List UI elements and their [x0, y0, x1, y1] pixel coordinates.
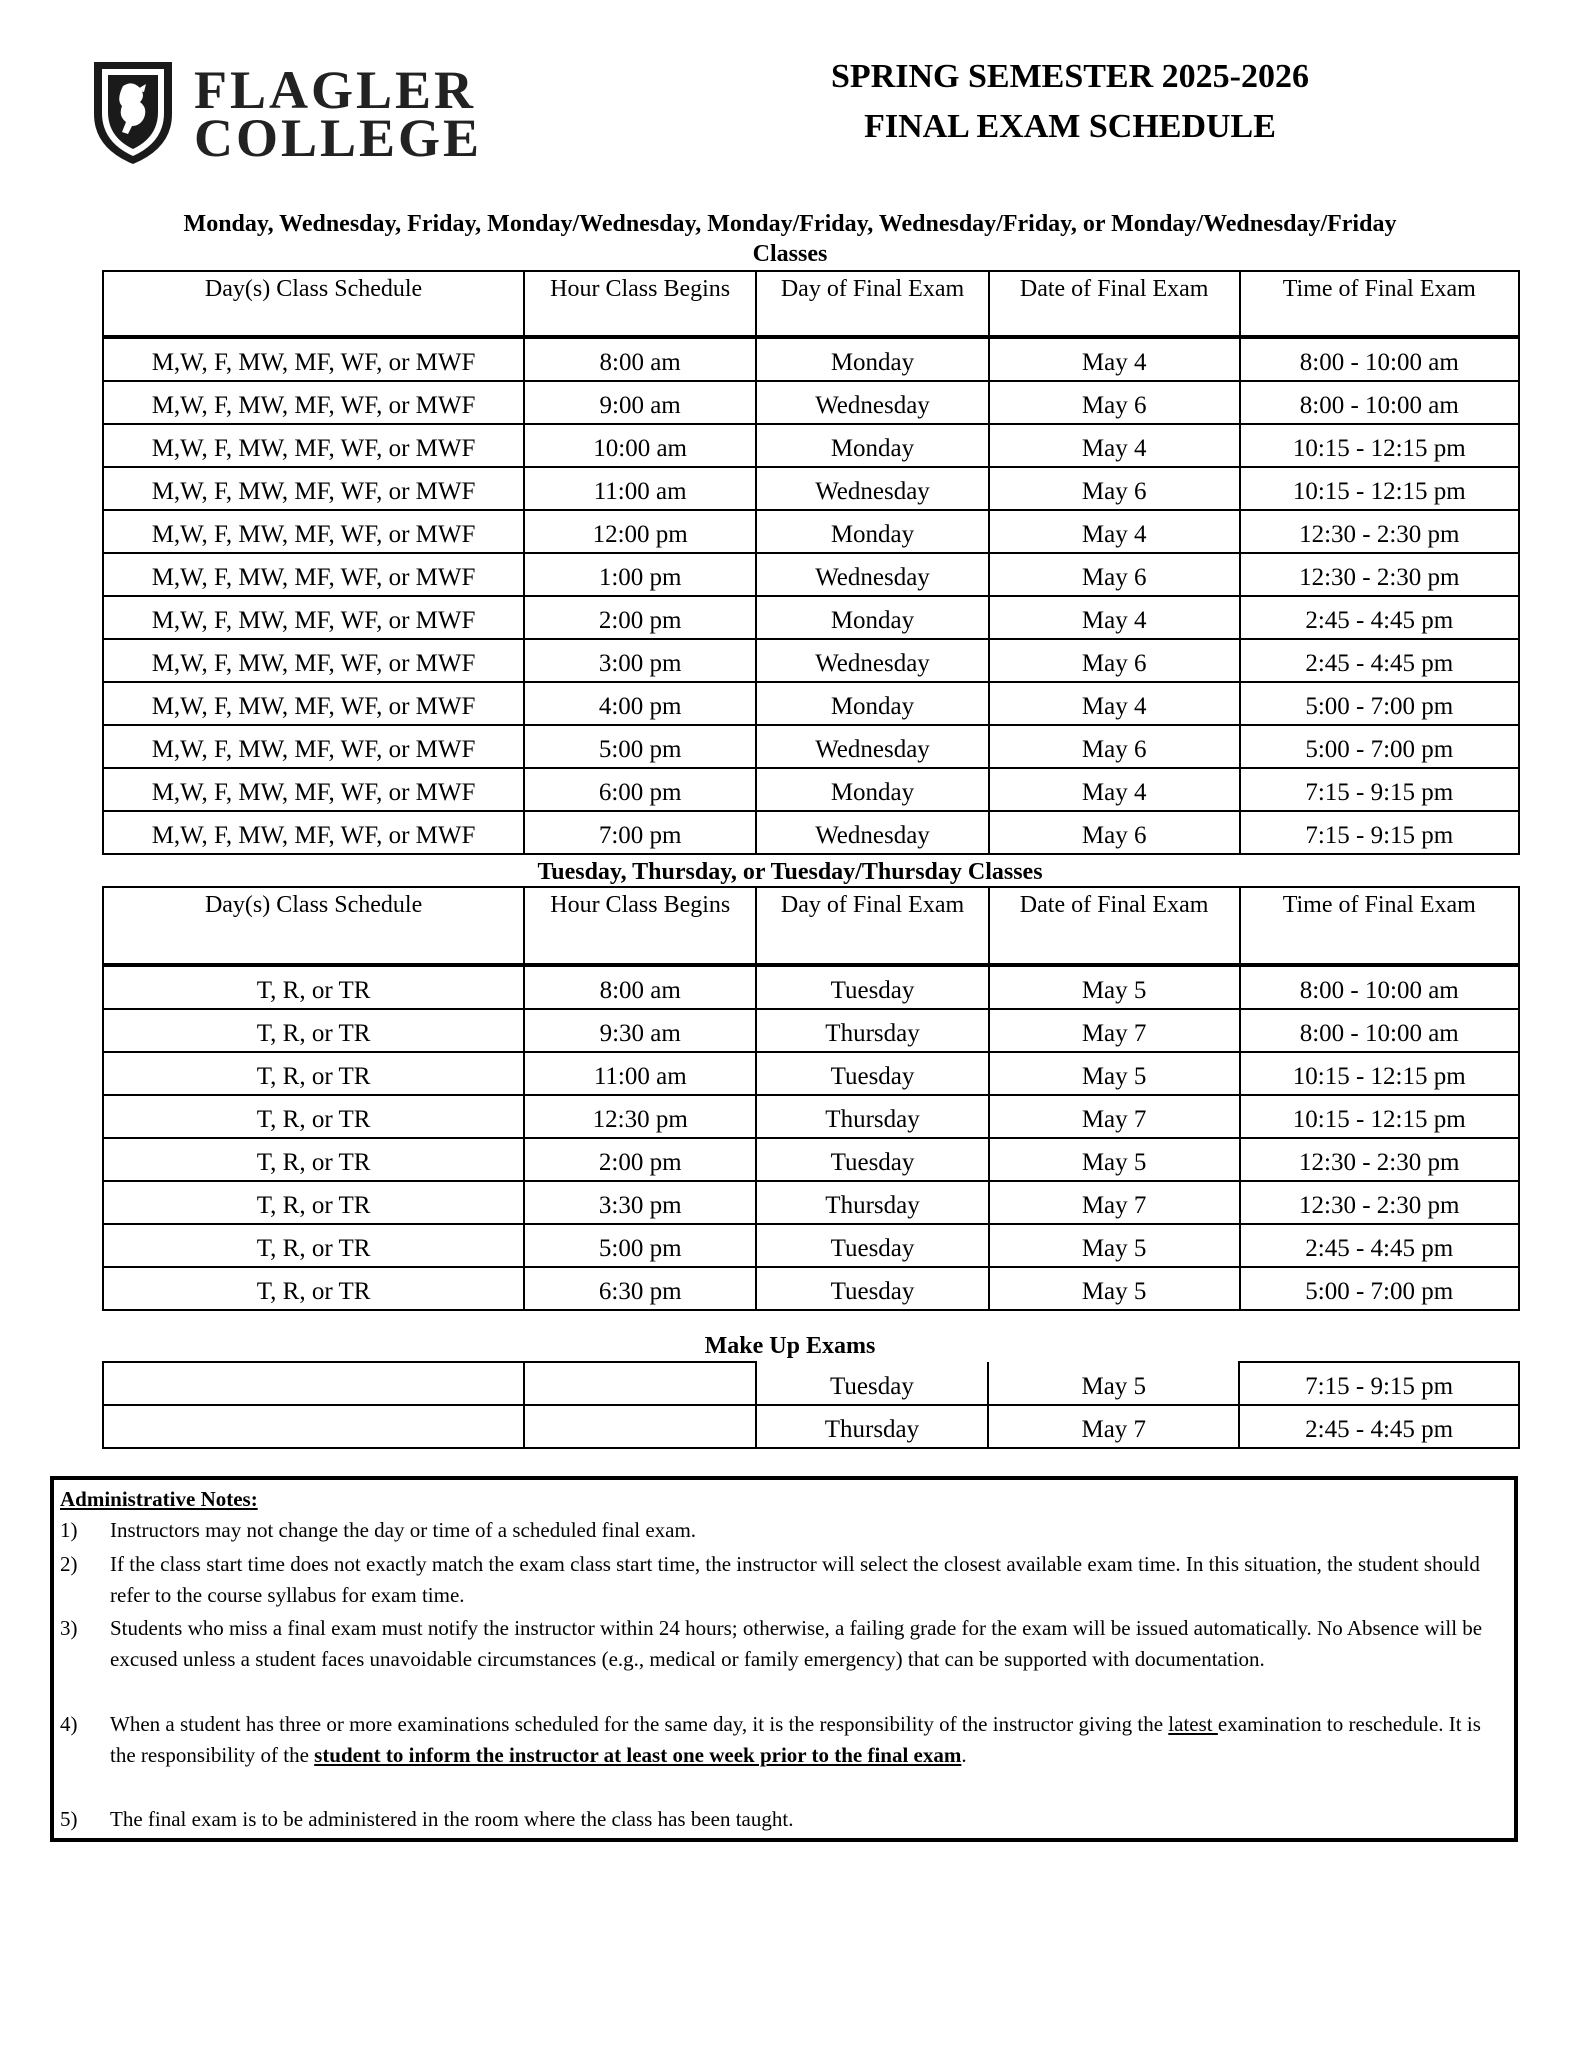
cell-hour: 1:00 pm	[524, 553, 756, 596]
table-row	[103, 337, 1519, 381]
cell-hour: 11:00 am	[524, 467, 756, 510]
cell-hour: 8:00 am	[524, 965, 756, 1009]
cell-hour: 5:00 pm	[524, 725, 756, 768]
cell-hour	[524, 1405, 756, 1448]
col-header: Day(s) Class Schedule	[103, 887, 524, 965]
note-number: 5)	[60, 1807, 78, 1831]
col-header: Date of Final Exam	[989, 887, 1240, 965]
cell-day: M,W, F, MW, MF, WF, or MWF	[103, 553, 524, 596]
cell-exam-time: 7:15 - 9:15 pm	[1239, 1362, 1519, 1405]
tr-section-heading: Tuesday, Thursday, or Tuesday/Thursday Classes	[537, 859, 1043, 885]
cell-hour: 10:00 am	[524, 424, 756, 467]
table-row	[103, 1181, 1519, 1224]
cell-exam-day: Tuesday	[756, 1362, 989, 1405]
cell-exam-day: Tuesday	[756, 1052, 988, 1095]
cell-exam-day: Wednesday	[756, 381, 989, 424]
cell-hour: 6:30 pm	[524, 1267, 756, 1310]
cell-exam-date: May 7	[989, 1095, 1240, 1138]
cell-exam-time: 7:15 - 9:15 pm	[1240, 768, 1519, 811]
logo-wordmark: FLAGLER COLLEGE	[194, 60, 483, 168]
note-text-part: When a student has three or more examinations scheduled for the same day, it is the responsibility of the instructor giving the	[110, 1712, 1169, 1736]
cell-exam-time: 2:45 - 4:45 pm	[1240, 639, 1519, 682]
cell-exam-day: Wednesday	[756, 639, 989, 682]
cell-exam-time: 2:45 - 4:45 pm	[1240, 1224, 1520, 1267]
mwf-section-heading	[80, 208, 1500, 267]
cell-exam-day: Wednesday	[756, 553, 989, 596]
table-row	[103, 596, 1519, 639]
table-row	[103, 1267, 1519, 1310]
cell-day: T, R, or TR	[103, 1267, 524, 1310]
cell-exam-time: 10:15 - 12:15 pm	[1240, 467, 1519, 510]
cell-day: M,W, F, MW, MF, WF, or MWF	[103, 639, 524, 682]
cell-hour	[524, 1362, 756, 1405]
cell-day: M,W, F, MW, MF, WF, or MWF	[103, 510, 524, 553]
cell-exam-time: 7:15 - 9:15 pm	[1240, 811, 1519, 854]
table-row	[103, 1138, 1519, 1181]
table-row	[103, 424, 1519, 467]
cell-hour: 11:00 am	[524, 1052, 756, 1095]
cell-exam-date: May 5	[989, 1224, 1240, 1267]
cell-exam-day: Monday	[756, 682, 989, 725]
table-row	[103, 510, 1519, 553]
cell-day: M,W, F, MW, MF, WF, or MWF	[103, 768, 524, 811]
cell-exam-time: 8:00 - 10:00 am	[1240, 1009, 1520, 1052]
cell-exam-day: Monday	[756, 337, 989, 381]
col-header: Time of Final Exam	[1240, 887, 1520, 965]
cell-exam-time: 8:00 - 10:00 am	[1240, 965, 1520, 1009]
note-text	[110, 1709, 1510, 1771]
note-number: 4)	[60, 1712, 78, 1736]
cell-day: M,W, F, MW, MF, WF, or MWF	[103, 596, 524, 639]
cell-day: M,W, F, MW, MF, WF, or MWF	[103, 337, 524, 381]
note-text: If the class start time does not exactly match the exam class start time, the instructor will select the closest available exam time. In this situation, the student should refer to the course syllabus for exam time.	[110, 1552, 1480, 1607]
cell-exam-date: May 5	[989, 1267, 1240, 1310]
cell-exam-date: May 5	[989, 965, 1240, 1009]
administrative-notes-box	[50, 1476, 1518, 1842]
cell-exam-date: May 4	[989, 768, 1240, 811]
makeup-section-heading: Make Up Exams	[704, 1333, 876, 1359]
cell-day: M,W, F, MW, MF, WF, or MWF	[103, 467, 524, 510]
cell-exam-time: 5:00 - 7:00 pm	[1240, 725, 1519, 768]
title-line-2: FINAL EXAM SCHEDULE	[864, 108, 1276, 145]
cell-exam-day: Tuesday	[756, 1224, 988, 1267]
table-row	[103, 381, 1519, 424]
cell-exam-date: May 6	[989, 381, 1240, 424]
cell-hour: 9:30 am	[524, 1009, 756, 1052]
cell-day: T, R, or TR	[103, 1052, 524, 1095]
table-row	[103, 1405, 1519, 1448]
cell-hour: 4:00 pm	[524, 682, 756, 725]
table-row	[103, 1095, 1519, 1138]
cell-day: M,W, F, MW, MF, WF, or MWF	[103, 725, 524, 768]
table-row	[103, 965, 1519, 1009]
cell-hour: 12:30 pm	[524, 1095, 756, 1138]
cell-exam-time: 8:00 - 10:00 am	[1240, 337, 1519, 381]
table-row	[103, 1224, 1519, 1267]
cell-exam-time: 8:00 - 10:00 am	[1240, 381, 1519, 424]
cell-day: T, R, or TR	[103, 965, 524, 1009]
cell-day: M,W, F, MW, MF, WF, or MWF	[103, 381, 524, 424]
tr-schedule-table	[102, 886, 1520, 1311]
table-header-row	[103, 887, 1519, 965]
cell-exam-date: May 4	[989, 682, 1240, 725]
cell-exam-day: Monday	[756, 510, 989, 553]
cell-day: T, R, or TR	[103, 1138, 524, 1181]
mwf-heading-line-2: Classes	[752, 241, 828, 267]
table-row	[103, 467, 1519, 510]
cell-hour: 6:00 pm	[524, 768, 756, 811]
note-number: 2)	[60, 1552, 78, 1576]
cell-exam-time: 10:15 - 12:15 pm	[1240, 424, 1519, 467]
cell-exam-date: May 4	[989, 424, 1240, 467]
cell-exam-day: Tuesday	[756, 1267, 988, 1310]
cell-hour: 8:00 am	[524, 337, 756, 381]
cell-hour: 2:00 pm	[524, 596, 756, 639]
cell-exam-day: Wednesday	[756, 467, 989, 510]
table-row	[103, 725, 1519, 768]
note-text-part: examination to reschedule. It is the responsibility of the	[110, 1712, 1481, 1767]
cell-exam-day: Thursday	[756, 1181, 988, 1224]
cell-hour: 7:00 pm	[524, 811, 756, 854]
cell-exam-time: 2:45 - 4:45 pm	[1239, 1405, 1519, 1448]
cell-exam-time: 12:30 - 2:30 pm	[1240, 1181, 1520, 1224]
college-logo	[88, 56, 528, 174]
cell-day	[103, 1405, 524, 1448]
cell-exam-day: Wednesday	[756, 811, 989, 854]
col-header: Hour Class Begins	[524, 271, 756, 337]
page-title	[720, 52, 1420, 152]
cell-exam-time: 5:00 - 7:00 pm	[1240, 682, 1519, 725]
cell-exam-day: Wednesday	[756, 725, 989, 768]
cell-exam-date: May 5	[989, 1052, 1240, 1095]
cell-exam-time: 12:30 - 2:30 pm	[1240, 1138, 1520, 1181]
shield-lion-icon	[88, 56, 178, 168]
table-row	[103, 1362, 1519, 1405]
cell-exam-date: May 4	[989, 510, 1240, 553]
table-row	[103, 1052, 1519, 1095]
note-text: The final exam is to be administered in the room where the class has been taught.	[110, 1807, 794, 1831]
note-text-part: .	[961, 1743, 967, 1767]
table-row	[103, 811, 1519, 854]
makeup-exams-table	[102, 1361, 1520, 1449]
cell-exam-day: Tuesday	[756, 965, 988, 1009]
cell-day: M,W, F, MW, MF, WF, or MWF	[103, 811, 524, 854]
cell-day: T, R, or TR	[103, 1095, 524, 1138]
cell-exam-date: May 6	[989, 811, 1240, 854]
cell-exam-day: Thursday	[756, 1405, 989, 1448]
col-header: Date of Final Exam	[989, 271, 1240, 337]
cell-hour: 2:00 pm	[524, 1138, 756, 1181]
cell-exam-time: 10:15 - 12:15 pm	[1240, 1052, 1520, 1095]
note-text: Instructors may not change the day or time of a scheduled final exam.	[110, 1518, 697, 1542]
cell-hour: 3:30 pm	[524, 1181, 756, 1224]
table-row	[103, 1009, 1519, 1052]
col-header: Hour Class Begins	[524, 887, 756, 965]
note-text: Students who miss a final exam must notify the instructor within 24 hours; otherwise, a failing grade for the exam will be issued automatically. No Absence will be excused unless a student faces unavoidable circumstances (e.g., medical or family emergency) that can be supported with documentation.	[110, 1616, 1483, 1671]
cell-exam-time: 12:30 - 2:30 pm	[1240, 510, 1519, 553]
cell-hour: 9:00 am	[524, 381, 756, 424]
cell-exam-date: May 7	[988, 1405, 1239, 1448]
cell-exam-day: Thursday	[756, 1095, 988, 1138]
note-emphasis-student: student to inform the instructor at least one week prior to the final exam	[314, 1743, 962, 1767]
cell-exam-date: May 6	[989, 725, 1240, 768]
col-header: Time of Final Exam	[1240, 271, 1519, 337]
cell-exam-date: May 5	[988, 1362, 1239, 1405]
cell-exam-date: May 4	[989, 596, 1240, 639]
title-line-1: SPRING SEMESTER 2025-2026	[831, 58, 1309, 95]
cell-day: T, R, or TR	[103, 1181, 524, 1224]
cell-day: M,W, F, MW, MF, WF, or MWF	[103, 424, 524, 467]
col-header: Day of Final Exam	[756, 887, 988, 965]
cell-hour: 5:00 pm	[524, 1224, 756, 1267]
notes-heading: Administrative Notes:	[60, 1487, 258, 1511]
table-row	[103, 639, 1519, 682]
cell-exam-day: Monday	[756, 424, 989, 467]
table-row	[103, 768, 1519, 811]
note-emphasis-latest: latest	[1168, 1712, 1218, 1736]
cell-exam-day: Monday	[756, 768, 989, 811]
table-header-row	[103, 271, 1519, 337]
cell-exam-date: May 6	[989, 553, 1240, 596]
cell-exam-time: 10:15 - 12:15 pm	[1240, 1095, 1520, 1138]
cell-exam-day: Monday	[756, 596, 989, 639]
col-header: Day(s) Class Schedule	[103, 271, 524, 337]
mwf-schedule-table	[102, 270, 1520, 855]
cell-day: M,W, F, MW, MF, WF, or MWF	[103, 682, 524, 725]
cell-exam-date: May 6	[989, 467, 1240, 510]
cell-exam-time: 5:00 - 7:00 pm	[1240, 1267, 1520, 1310]
cell-day: T, R, or TR	[103, 1224, 524, 1267]
cell-exam-day: Tuesday	[756, 1138, 988, 1181]
cell-exam-day: Thursday	[756, 1009, 988, 1052]
table-row	[103, 682, 1519, 725]
cell-exam-date: May 4	[989, 337, 1240, 381]
cell-day: T, R, or TR	[103, 1009, 524, 1052]
cell-hour: 3:00 pm	[524, 639, 756, 682]
cell-exam-time: 12:30 - 2:30 pm	[1240, 553, 1519, 596]
cell-exam-date: May 7	[989, 1009, 1240, 1052]
cell-exam-time: 2:45 - 4:45 pm	[1240, 596, 1519, 639]
note-number: 3)	[60, 1616, 78, 1640]
cell-exam-date: May 6	[989, 639, 1240, 682]
cell-exam-date: May 5	[989, 1138, 1240, 1181]
mwf-heading-line-1: Monday, Wednesday, Friday, Monday/Wednesday, Monday/Friday, Wednesday/Friday, or Monday/Wednesday/Friday	[183, 211, 1397, 237]
cell-hour: 12:00 pm	[524, 510, 756, 553]
cell-day	[103, 1362, 524, 1405]
table-row	[103, 553, 1519, 596]
cell-exam-date: May 7	[989, 1181, 1240, 1224]
note-number: 1)	[60, 1518, 78, 1542]
col-header: Day of Final Exam	[756, 271, 989, 337]
